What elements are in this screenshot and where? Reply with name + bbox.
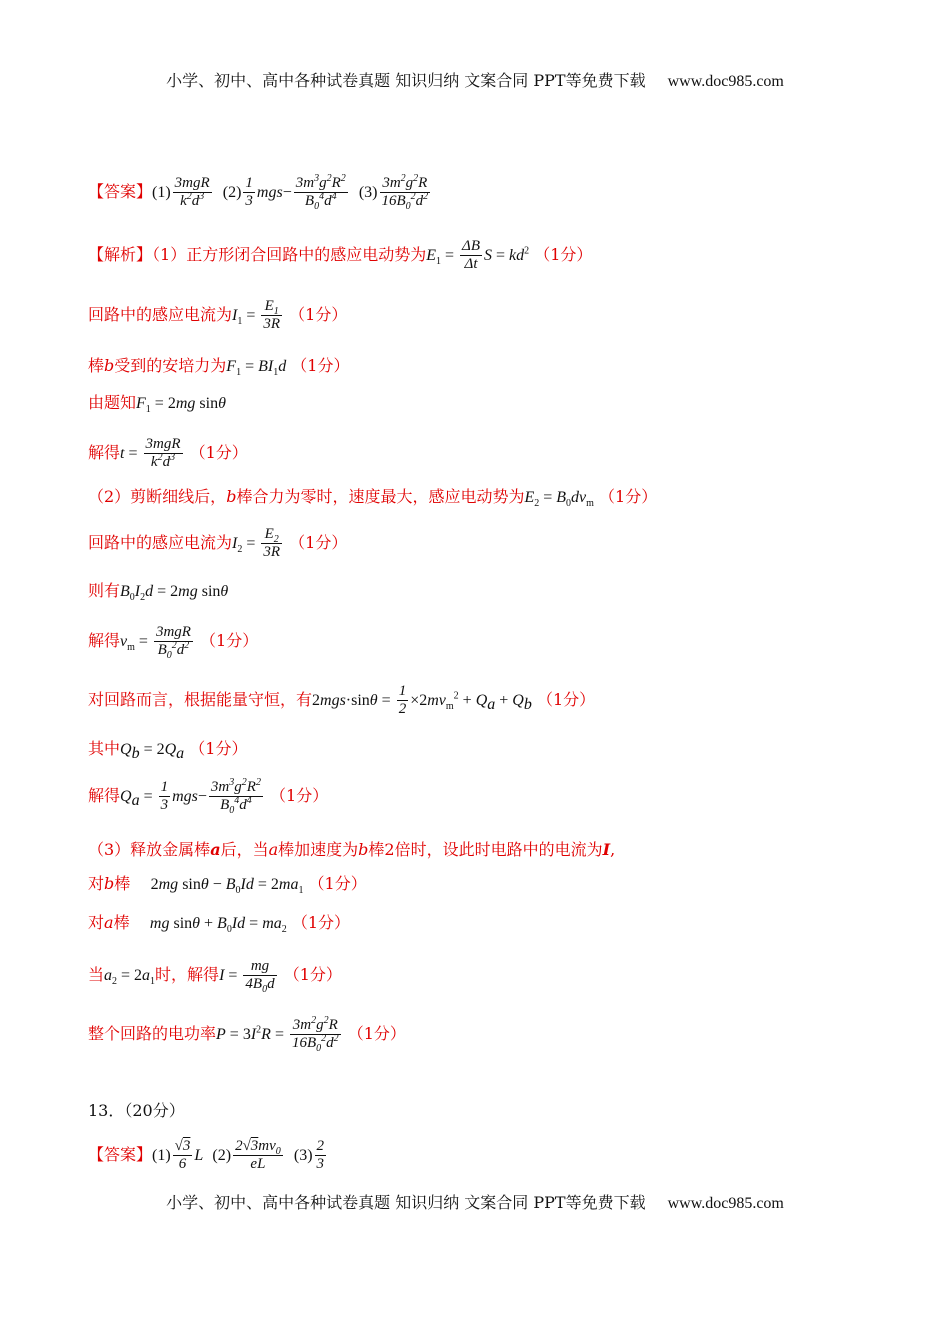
analysis-line-9: 解得$v_m$ = $\frac{\text{3mgR}}{B_0^2d^2}$ （1分） — [88, 624, 259, 661]
analysis-line-12: 解得$Q_a$ = $\frac{1}{3}$ mgs− $\frac{3m^3g^2R^2}{B_0^4d^4}$ （1分） — [88, 777, 329, 816]
analysis-line-5: 解得t = $\frac{\text{3mgR}}{k^2d^3}$ （1分） — [88, 436, 248, 470]
analysis-line-8: 则有$B_0I_2d = 2mg$ sinθ — [88, 581, 229, 604]
analysis-line-7: 回路中的感应电流为$I_2$ = $\frac{E_2}{3R}$ （1分） — [88, 526, 348, 560]
analysis-line-16: 当$a_2 = 2a_1$时，解得I = $\frac{mg}{4B_0d}$ （1分） — [88, 958, 342, 995]
question-13-heading: 13．（20分） — [88, 1101, 185, 1120]
analysis-line-6: （2）剪断细线后，b棒合力为零时，速度最大，感应电动势为$E_2 = B_0dv_m$ （1分） — [88, 487, 658, 510]
answer-label: 【答案】 — [88, 182, 153, 201]
analysis-line-11: 其中$Q_b = 2Q_a$ （1分） — [88, 739, 248, 763]
footer-site: www.doc985.com — [667, 1195, 784, 1212]
answer-line-13: 【答案】(1) $\frac{√3}{6}$ L (2) $\frac{2√3mv_0}{eL}$ (3) $\frac{2}{3}$ — [88, 1138, 325, 1172]
analysis-label: 【解析】 — [88, 245, 153, 264]
analysis-line-17: 整个回路的电功率$P = 3I^2R$ = $\frac{3m^2g^2R}{16B_0^2d^2}$ （1分） — [88, 1015, 406, 1054]
analysis-line-13: （3）释放金属棒a后，当a棒加速度为b棒2倍时，设此时电路中的电流为I, — [88, 840, 616, 859]
page-footer — [0, 1190, 950, 1213]
footer-text: 小学、初中、高中各种试卷真题 知识归纳 文案合同 PPT等免费下载 — [166, 1193, 646, 1212]
analysis-line-4: 由题知$F_1 = 2mg$ sinθ — [88, 393, 226, 416]
analysis-line-15: 对a棒 mg $\sin\theta + B_0Id = ma_2$ （1分） — [88, 913, 351, 936]
analysis-line-14: 对b棒 2mg $\sin\theta - B_0Id = 2ma_1$ （1分） — [88, 874, 367, 897]
page-header — [0, 68, 950, 91]
analysis-line-10: 对回路而言，根据能量守恒，有2mgs·sinθ = $\frac{1}{2}$ $\times 2mv_m^2 + Q_a + Q_b$ （1分） — [88, 683, 596, 717]
analysis-line-3: 棒b受到的安培力为$F_1 = BI_1d$ （1分） — [88, 356, 350, 379]
header-text: 小学、初中、高中各种试卷真题 知识归纳 文案合同 PPT等免费下载 — [166, 71, 646, 90]
analysis-line-2: 回路中的感应电流为$I_1$ = $\frac{E_1}{3R}$ （1分） — [88, 298, 348, 332]
analysis-line-1: 【解析】（1）正方形闭合回路中的感应电动势为$E_1$ = $\frac{\Delta B}{\Delta t}$ $S = kd^2$ （1分） — [88, 238, 593, 272]
answer-line-12: 【答案】(1) $\frac{\text{3mgR}}{k^2d^3}$ (2) $\frac{1}{3}$ mgs− $\frac{3m^3g^2R^2}{B_0^4d^4}$ (3) $\frac{3m^2g^2R}{16B_0^2d^2}$ — [88, 173, 429, 212]
header-site: www.doc985.com — [667, 73, 784, 90]
